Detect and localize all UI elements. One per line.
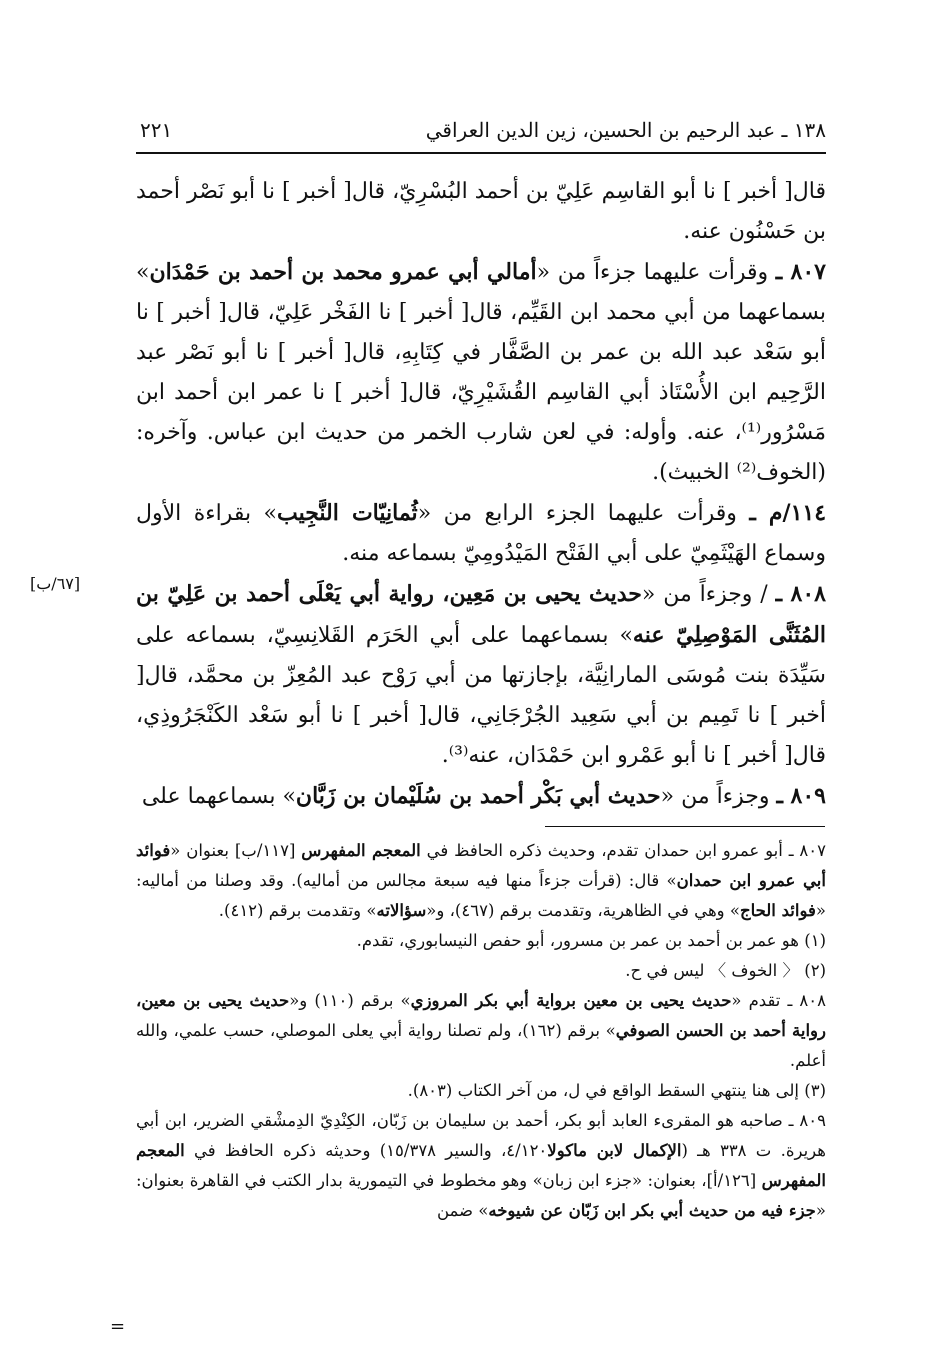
footnote-3: (٣) إلى هنا ينتهي السقط الواقع في ل، من آخر الكتاب (٨٠٣). bbox=[407, 1081, 826, 1100]
entry-808 bbox=[136, 574, 826, 776]
cited-title: الإكمال لابن ماكولا bbox=[547, 1141, 682, 1160]
entry-114m bbox=[136, 493, 826, 574]
header-title: ١٣٨ ـ عبد الرحيم بن الحسين، زين الدين العراقي bbox=[425, 118, 826, 142]
footnotes bbox=[136, 836, 826, 1226]
entry-text: » بسماعهما على bbox=[141, 784, 296, 809]
entry-text: وجزءاً من « bbox=[660, 784, 777, 809]
entry-text: وقرأت عليهما جزءاً من « bbox=[536, 260, 776, 285]
paragraph-continuation: قال[ أخبر ] نا أبو القاسِم عَلِيّ بن أحمد البُسْرِيّ، قال[ أخبر ] نا أبو نَصْر أحمد بن حَسْنُون عنه. bbox=[136, 179, 826, 244]
footnote-text: [١١٧/ب] بعنوان « bbox=[170, 841, 302, 860]
footnote-text: ٨٠٩ ـ صاحبه هو المقرىء العابد أبو بكر، أحمد بن سليمان بن زَبّان، الكِنْدِيّ الدِمشْقي الضرير، ابن أبي هريرة. ت ٣٣٨ هـ ( bbox=[136, 1111, 826, 1160]
entry-text: » بقراءة الأول وسماع الهَيْثَمِيّ على أبي الفَتْح المَيْدُومِيّ بسماعه منه. bbox=[136, 501, 826, 566]
entry-807 bbox=[136, 252, 826, 493]
entry-text: / وجزءاً من « bbox=[641, 582, 776, 607]
book-title: حديث يحيى بن مَعِين، رواية أبي يَعْلَى أحمد بن عَلِيّ بن المُثَنَّى المَوْصِلِيّ عنه bbox=[136, 581, 826, 648]
footnote-1: (١) هو عمر بن أحمد بن عمر بن مسرور، أبو حفص النيسابوري، تقدم. bbox=[356, 931, 826, 950]
cited-title: سؤالاته bbox=[376, 901, 427, 920]
entry-number: ١١٤/م ـ bbox=[749, 500, 827, 526]
entry-809 bbox=[136, 776, 826, 817]
entry-number: ٨٠٨ ـ bbox=[775, 581, 826, 607]
book-title: أمالي أبي عمرو محمد بن أحمد بن حَمْدَان bbox=[149, 259, 537, 285]
footnote-text: ٤/١٢٠، والسير ١٥/٣٧٨) وحديثه ذكره الحافظ في bbox=[184, 1141, 548, 1160]
book-title: ثُمانِيّات النَّجِيب bbox=[276, 500, 418, 526]
cited-title: المعجم المفهرس bbox=[136, 1141, 826, 1190]
cited-title: فوائد الحاج bbox=[739, 901, 816, 920]
footnote-text: » برقم (١٦٢)، ولم تصلنا رواية أبي يعلى الموصلي، حسب علمي، والله أعلم. bbox=[136, 1021, 826, 1070]
footnote-807 bbox=[136, 836, 826, 926]
footnote-808 bbox=[136, 986, 826, 1076]
footnote-separator bbox=[545, 826, 825, 827]
cited-title: جزء فيه من حديث أبي بكر ابن زَبّان عن شيوخه bbox=[488, 1201, 816, 1220]
footnote-text: » برقم (١١٠) و« bbox=[289, 991, 411, 1010]
footnote-text: [١٢٦/أ]، بعنوان: «جزء ابن زبان» وهو مخطوط في التيمورية بدار الكتب في القاهرة بعنوان: « bbox=[136, 1171, 826, 1220]
footnote-2: (٢) 〈 الخوف 〉 ليس في ح. bbox=[625, 961, 826, 980]
cited-title: حديث يحيى بن معين برواية أبي بكر المروزي bbox=[410, 991, 732, 1010]
main-text bbox=[136, 172, 826, 817]
cited-title: فوائد أبي عمرو ابن حمدان bbox=[136, 841, 826, 890]
entry-number: ٨٠٧ ـ bbox=[775, 259, 826, 285]
manuscript-folio-marker: [٦٧/ب] bbox=[30, 574, 81, 593]
cited-title: المعجم المفهرس bbox=[301, 841, 421, 860]
entry-number: ٨٠٩ ـ bbox=[776, 783, 826, 809]
footnote-text: » وتقدمت برقم (٤١٢). bbox=[218, 901, 377, 920]
entry-text: وقرأت عليهما الجزء الرابع من « bbox=[417, 501, 750, 526]
footnote-text: ٨٠٨ ـ تقدم « bbox=[731, 991, 826, 1010]
footnote-809 bbox=[136, 1106, 826, 1226]
footnote-text: » قال: (قرأت جزءاً منها فيه سبعة مجالس من أماليه). وقد وصلنا من أماليه: « bbox=[136, 871, 826, 920]
footnote-text: ٨٠٧ ـ أبو عمرو ابن حمدان تقدم، وحديث ذكره الحافظ في bbox=[420, 841, 826, 860]
continuation-mark: = bbox=[110, 1316, 126, 1337]
cited-title: حديث يحيى بن معين، رواية أحمد بن الحسن الصوفي bbox=[136, 991, 826, 1040]
page-number: ٢٢١ bbox=[140, 118, 173, 142]
entry-text: » بسماعهما من أبي محمد ابن القَيِّم، قال[ أخبر ] نا الفَخْر عَلِيّ، قال[ أخبر ] نا أبو سَعْد عبد الله بن عمر بن الصَّفَّار في كِتَابِهِ، قال[ أخبر ] نا أبو نَصْر عبد الرَّحِيم ابن الأُسْتَاذ أبي القاسِم القُشَيْرِيّ، قال[ أخبر ] نا عمر ابن أحمد ابن مَسْرُور⁽¹⁾، عنه. وأوله: في لعن شارب الخمر من حديث ابن عباس. وآخره: (الخوف⁽²⁾ الخبيث). bbox=[136, 260, 826, 485]
book-title: حديث أبي بَكْر أحمد بن سُلَيْمان بن زَبَّان bbox=[295, 783, 661, 809]
running-header bbox=[136, 112, 826, 154]
entry-text: » بسماعهما على أبي الحَرَم القَلانِسِيّ، بسماعه على سَيِّدَة بنت مُوسَى المارانِيَّة، بإجازتها من أبي رَوْح عبد المُعِزّ بن محمَّد، قال[ أخبر ] نا تَمِيم بن أبي سَعِيد الجُرْجَانِي، قال[ أخبر ] نا أبو سَعْد الكَنْجَرُوذِي، قال[ أخبر ] نا أبو عَمْرو ابن حَمْدَان، عنه⁽³⁾. bbox=[136, 623, 826, 768]
footnote-text: » وهي في الظاهرية، وتقدمت برقم (٤٦٧)، و« bbox=[426, 901, 740, 920]
footnote-text: » ضمن bbox=[436, 1201, 489, 1220]
